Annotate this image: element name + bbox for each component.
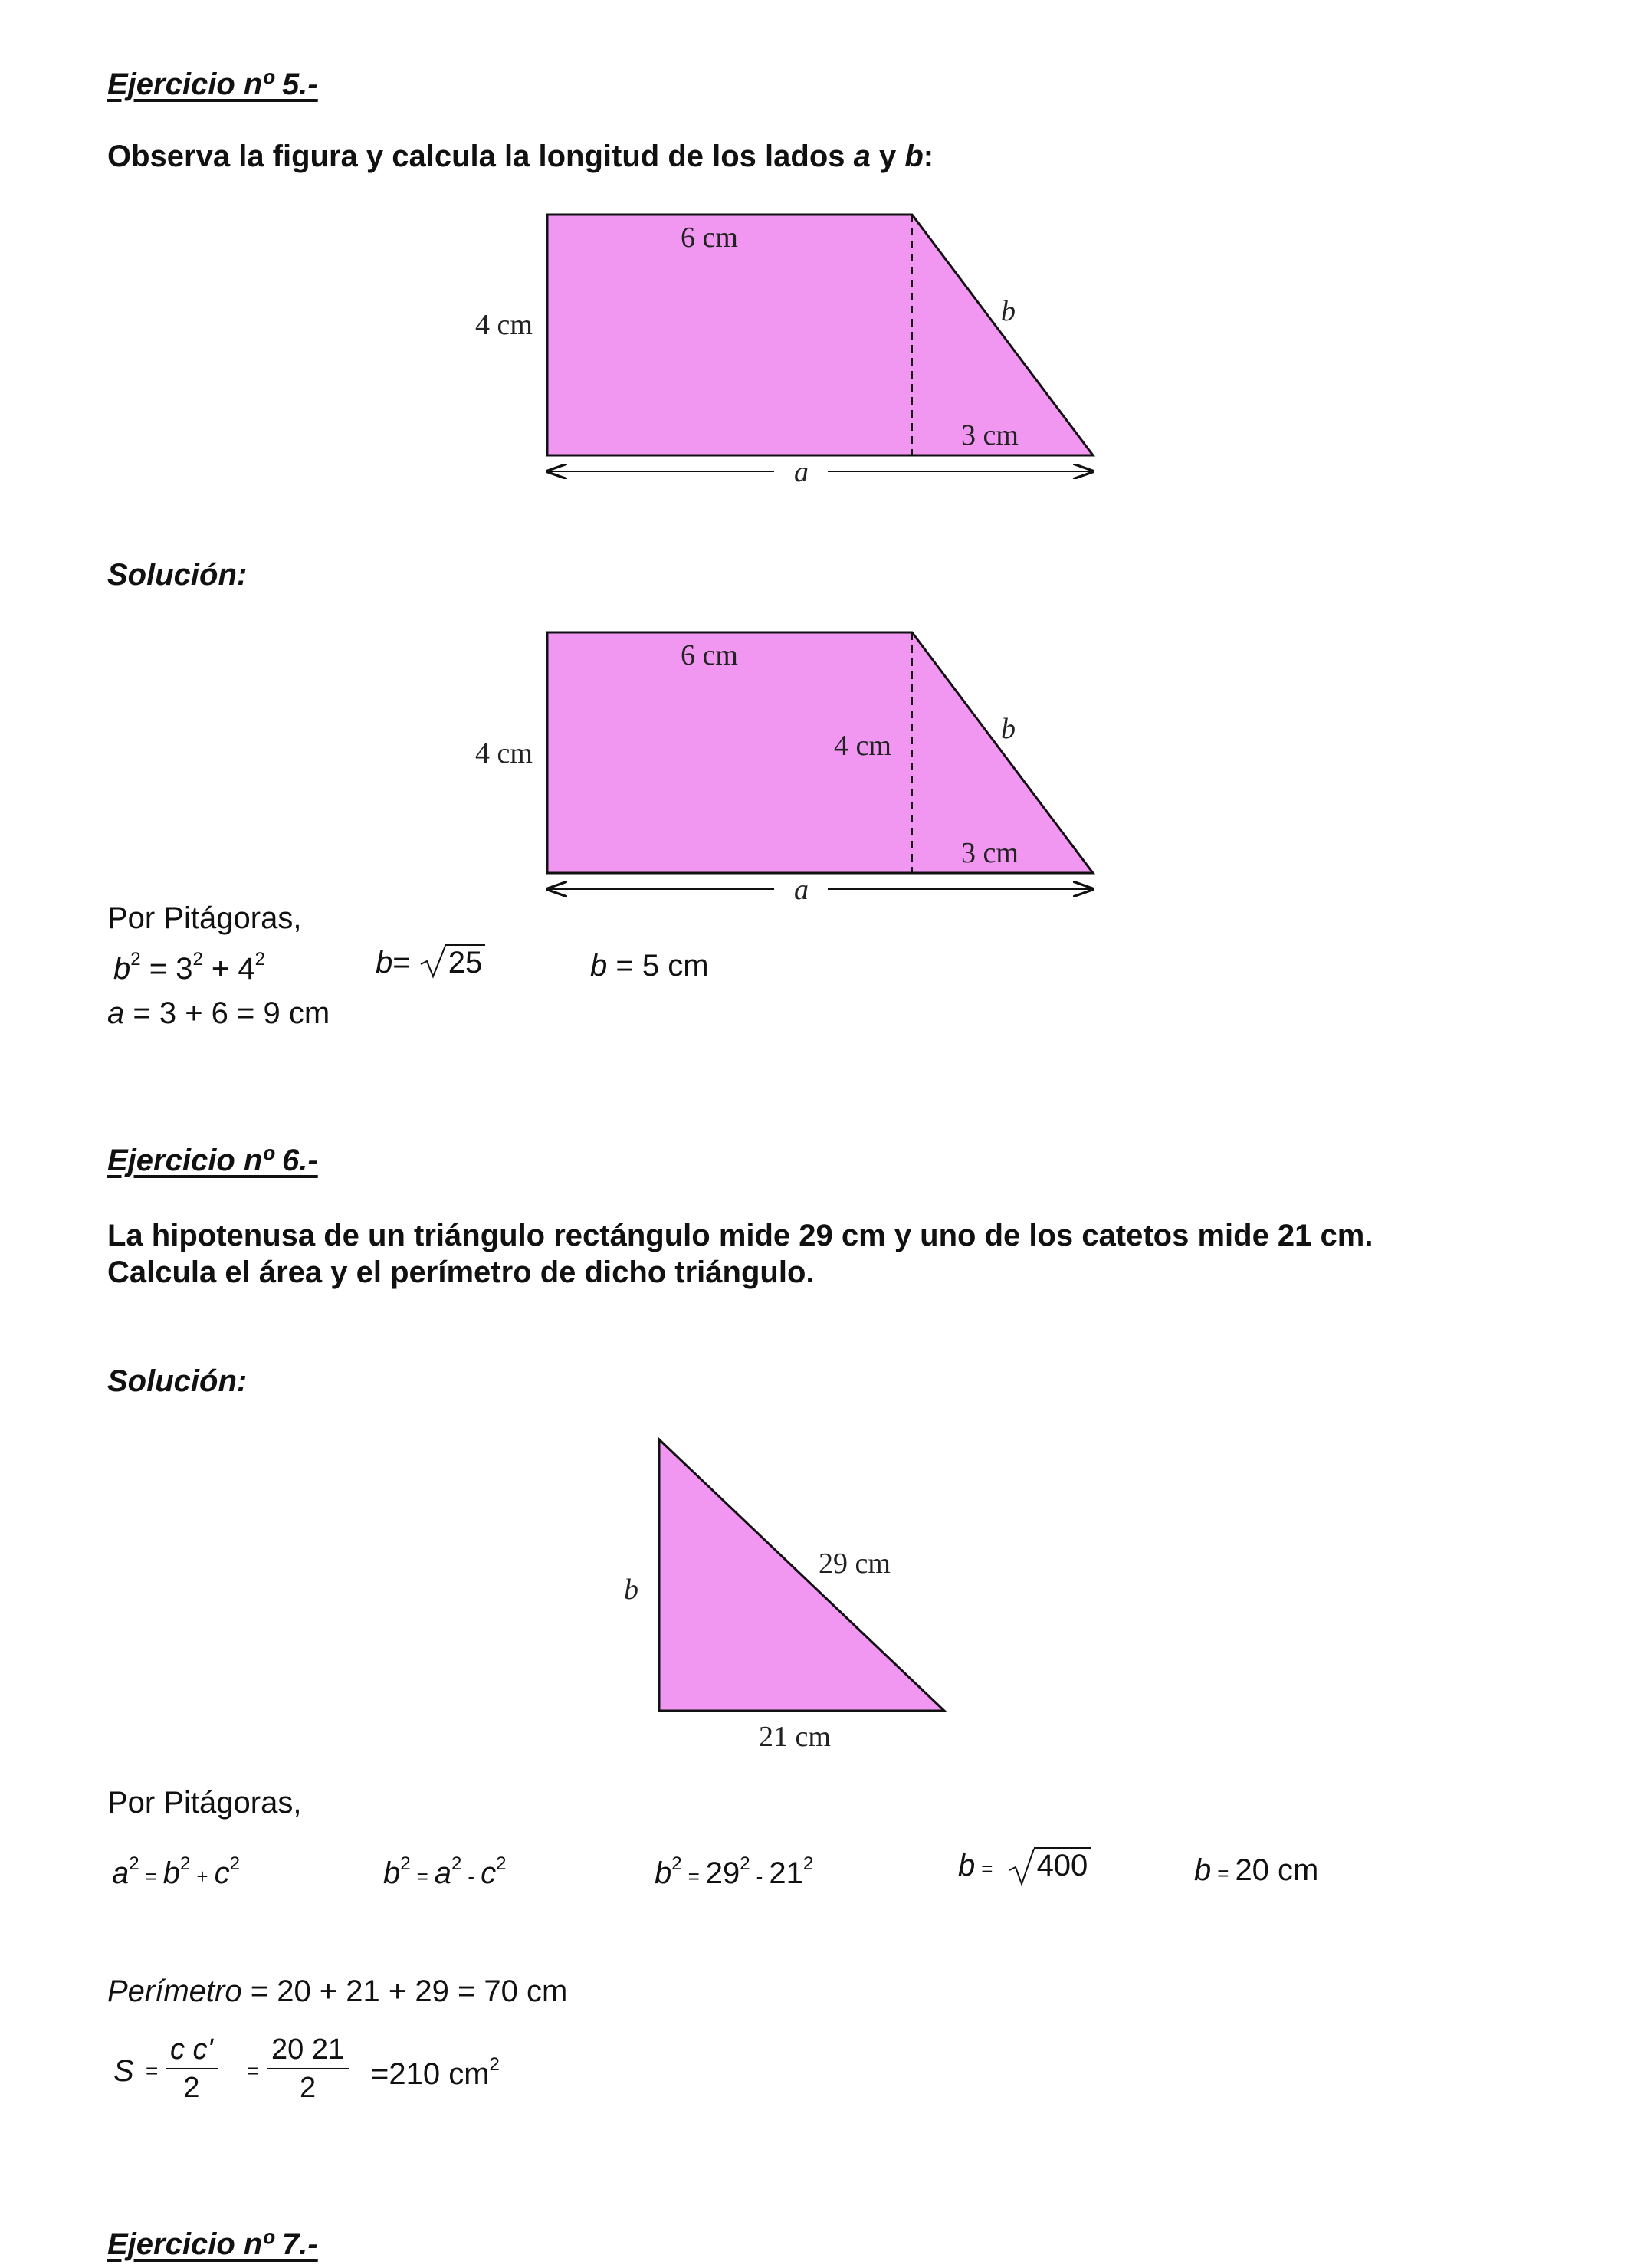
trapezoid-solution-figure	[460, 625, 1119, 916]
op-equals: =	[416, 1865, 428, 1888]
perimeter-label: Perímetro	[107, 1974, 242, 2008]
formula-b-squared	[383, 1853, 506, 1891]
equation-b-squared	[113, 949, 265, 986]
exp: 2	[229, 1853, 240, 1874]
area-var-s: S	[113, 2054, 134, 2088]
exp: 2	[489, 2054, 500, 2075]
exercise-6-statement-line-2: Calcula el área y el perímetro de dicho triángulo.	[107, 1255, 815, 1289]
label-hypotenuse: 29 cm	[819, 1548, 891, 1580]
label-top: 6 cm	[681, 639, 738, 671]
eq-equals: =	[392, 946, 411, 980]
fraction-numerator: 20 21	[267, 2031, 349, 2069]
var-a: a	[112, 1856, 130, 1890]
statement-colon: :	[923, 139, 934, 173]
value: 29	[705, 1856, 740, 1890]
exp: 2	[129, 1853, 139, 1874]
eq-var-b: b	[113, 952, 131, 986]
op-equals: =	[145, 1865, 157, 1888]
eq-var-a: a	[107, 996, 125, 1030]
fraction-denominator: 2	[299, 2072, 317, 2104]
eq-part: = 3 + 6 = 9 cm	[124, 996, 330, 1030]
formula-b-result	[1194, 1853, 1318, 1888]
sqrt-radicand: 400	[1034, 1847, 1091, 1881]
trapezoid-figure	[460, 207, 1119, 498]
exercise-5-heading: Ejercicio nº 5.-	[107, 67, 318, 101]
exercise-7-heading: Ejercicio nº 7.-	[107, 2227, 318, 2261]
exp: 2	[671, 1853, 682, 1874]
op-plus: +	[196, 1865, 208, 1888]
eq-equals: =	[607, 949, 642, 983]
op-minus: -	[468, 1865, 475, 1888]
area-equals-2: =	[247, 2059, 260, 2083]
equation-b-sqrt	[376, 944, 485, 980]
eq-exp: 2	[130, 949, 141, 970]
exp: 2	[802, 1853, 814, 1874]
formula-b-sqrt	[958, 1847, 1091, 1883]
area-fraction-numeric	[267, 2031, 349, 2106]
label-bottom-right: 3 cm	[961, 837, 1019, 869]
exp: 2	[496, 1853, 507, 1874]
op-equals: =	[1217, 1862, 1229, 1885]
perimeter-line	[107, 1974, 567, 2009]
var-c: c	[214, 1856, 230, 1890]
op-minus: -	[756, 1865, 763, 1888]
value: 21	[769, 1856, 803, 1890]
label-b: b	[1001, 295, 1016, 327]
pitagoras-text-5: Por Pitágoras,	[107, 901, 302, 935]
label-a: a	[794, 874, 809, 906]
triangle-shape	[659, 1439, 944, 1711]
perimeter-calculation: = 20 + 21 + 29 = 70 cm	[241, 1974, 568, 2008]
exercise-5-solution-label: Solución:	[107, 558, 248, 592]
eq-part: + 4	[202, 952, 255, 986]
label-left: 4 cm	[475, 737, 533, 770]
sqrt-symbol	[1008, 1847, 1091, 1883]
statement-var-b: b	[904, 139, 924, 173]
sqrt-symbol	[419, 944, 486, 980]
equation-a-result	[107, 996, 330, 1031]
exercise-6-statement-line-1: La hipotenusa de un triángulo rectángulo mide 29 cm y uno de los catetos mide 21 cm.	[107, 1219, 1373, 1252]
eq-exp: 2	[192, 949, 203, 970]
value: 20 cm	[1235, 1853, 1319, 1887]
fraction-denominator: 2	[183, 2072, 200, 2104]
var-b: b	[1194, 1853, 1212, 1887]
var-a: a	[434, 1856, 452, 1890]
pitagoras-text-6: Por Pitágoras,	[107, 1786, 302, 1820]
statement-var-a: a	[853, 139, 871, 173]
var-c: c	[481, 1856, 497, 1890]
equation-b-result	[590, 949, 709, 983]
label-b: b	[1001, 713, 1016, 745]
radical-sign-icon	[419, 944, 447, 980]
sqrt-radicand: 25	[445, 944, 486, 978]
label-b: b	[624, 1574, 638, 1606]
statement-and: y	[870, 139, 905, 173]
var-b: b	[162, 1856, 181, 1890]
radical-sign-icon	[1008, 1847, 1035, 1886]
right-triangle-figure	[598, 1426, 966, 1763]
area-result	[371, 2054, 500, 2092]
exercise-6-heading: Ejercicio nº 6.-	[107, 1144, 318, 1177]
op-equals: =	[688, 1865, 700, 1888]
label-left: 4 cm	[475, 309, 533, 341]
eq-var-b: b	[376, 946, 393, 980]
exercise-5-statement	[107, 138, 934, 175]
var-b: b	[958, 1849, 976, 1882]
label-top: 6 cm	[681, 222, 738, 254]
exp: 2	[180, 1853, 191, 1874]
fraction-numerator: c c'	[166, 2031, 218, 2069]
formula-b-numeric	[655, 1853, 813, 1891]
exp: 2	[740, 1853, 750, 1874]
area-value: =210 cm	[371, 2057, 490, 2091]
statement-text: Observa la figura y calcula la longitud de los lados	[107, 139, 854, 173]
exercise-6-solution-label: Solución:	[107, 1364, 248, 1398]
label-bottom-right: 3 cm	[961, 419, 1019, 451]
op-equals: =	[981, 1857, 993, 1880]
area-equals-1: =	[146, 2059, 159, 2083]
var-b: b	[655, 1856, 672, 1890]
eq-part: = 3	[140, 952, 193, 986]
label-inner-height: 4 cm	[834, 730, 891, 762]
eq-exp: 2	[254, 949, 266, 970]
var-b: b	[383, 1856, 401, 1890]
eq-var-b: b	[590, 949, 608, 983]
exp: 2	[451, 1853, 462, 1874]
area-fraction-symbolic	[166, 2031, 218, 2106]
label-base: 21 cm	[759, 1721, 831, 1753]
label-a: a	[794, 456, 809, 488]
eq-value: 5 cm	[642, 949, 709, 983]
formula-pythagoras	[112, 1853, 240, 1891]
exp: 2	[400, 1853, 411, 1874]
